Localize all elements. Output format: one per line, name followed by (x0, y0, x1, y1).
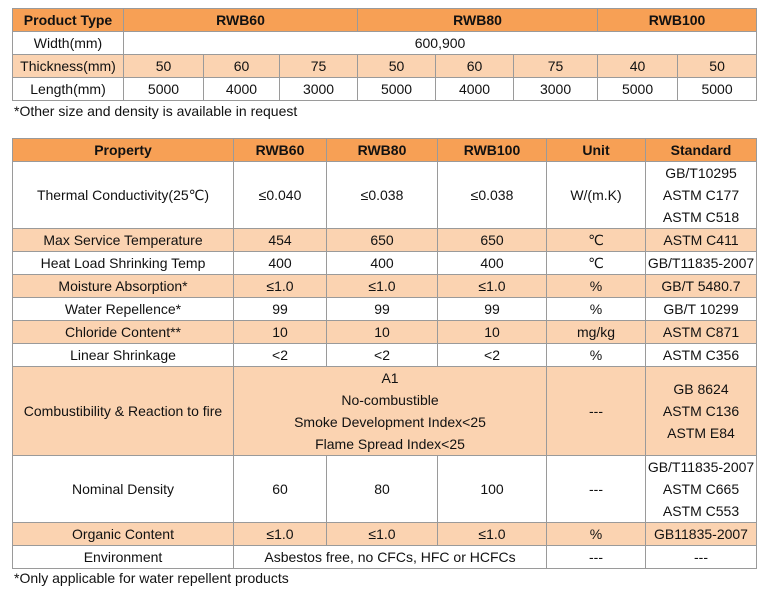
thickness-label: Thickness(mm) (13, 55, 124, 78)
table-row (13, 252, 757, 275)
rwb80-value: 99 (327, 298, 438, 321)
table-row (13, 162, 757, 229)
standard-value: ASTM C356 (646, 344, 757, 367)
rwb80-value: ≤0.038 (327, 162, 438, 229)
thickness-cell: 60 (436, 55, 514, 78)
note-bottom: *Only applicable for water repellent products (14, 570, 289, 586)
length-cell: 5000 (124, 78, 204, 101)
length-label: Length(mm) (13, 78, 124, 101)
rwb100-value: ≤1.0 (438, 523, 547, 546)
property-name: Environment (13, 546, 234, 569)
standard-line: GB 8624 (673, 381, 729, 397)
note-top: *Other size and density is available in request (14, 103, 298, 119)
rwb60-value: 10 (234, 321, 327, 344)
product-type-header: Product Type (13, 9, 124, 32)
width-label: Width(mm) (13, 32, 124, 55)
rwb60-value: ≤1.0 (234, 523, 327, 546)
unit-value: % (547, 523, 646, 546)
rwb60-value: ≤1.0 (234, 275, 327, 298)
rwb60-value: <2 (234, 344, 327, 367)
product-rwb80-header: RWB80 (358, 9, 598, 32)
combustibility-value (234, 367, 547, 456)
rwb100-value: 100 (438, 456, 547, 523)
property-name: Nominal Density (13, 456, 234, 523)
property-table (12, 138, 757, 569)
rwb100-value: 10 (438, 321, 547, 344)
unit-value: --- (547, 367, 646, 456)
standard-value: ASTM C871 (646, 321, 757, 344)
standard-header: Standard (646, 139, 757, 162)
table-row (13, 344, 757, 367)
table-row (13, 298, 757, 321)
property-name: Moisture Absorption* (13, 275, 234, 298)
rwb60-value: 99 (234, 298, 327, 321)
property-name: Thermal Conductivity(25℃) (13, 162, 234, 229)
standard-line: GB/T11835-2007 (647, 459, 755, 475)
standard-value: ASTM C411 (646, 229, 757, 252)
table-row (13, 321, 757, 344)
combustibility-line: No-combustible (341, 392, 439, 408)
table-row (13, 523, 757, 546)
rwb100-value: ≤0.038 (438, 162, 547, 229)
rwb80-value: <2 (327, 344, 438, 367)
thickness-cell: 60 (204, 55, 280, 78)
unit-value: mg/kg (547, 321, 646, 344)
unit-value: % (547, 275, 646, 298)
unit-header: Unit (547, 139, 646, 162)
length-cell: 3000 (280, 78, 358, 101)
product-rwb100-header: RWB100 (598, 9, 757, 32)
property-name: Chloride Content** (13, 321, 234, 344)
environment-value: Asbestos free, no CFCs, HFC or HCFCs (234, 546, 547, 569)
unit-value: W/(m.K) (547, 162, 646, 229)
standard-line: ASTM E84 (667, 425, 735, 441)
standard-value: GB11835-2007 (646, 523, 757, 546)
length-cell: 4000 (204, 78, 280, 101)
standard-line: ASTM C518 (662, 209, 740, 225)
standard-value: GB/T 5480.7 (646, 275, 757, 298)
thickness-cell: 50 (358, 55, 436, 78)
thickness-cell: 75 (280, 55, 358, 78)
property-name: Organic Content (13, 523, 234, 546)
thickness-cell: 75 (514, 55, 598, 78)
standard-value (646, 456, 757, 523)
rwb100-header: RWB100 (438, 139, 547, 162)
rwb100-value: 650 (438, 229, 547, 252)
rwb60-value: 400 (234, 252, 327, 275)
rwb100-value: 99 (438, 298, 547, 321)
length-cell: 3000 (514, 78, 598, 101)
rwb80-value: ≤1.0 (327, 523, 438, 546)
property-name: Water Repellence* (13, 298, 234, 321)
table-row (13, 275, 757, 298)
rwb100-value: <2 (438, 344, 547, 367)
unit-value: ℃ (547, 252, 646, 275)
combustibility-line: A1 (381, 370, 399, 386)
standard-line: ASTM C665 (662, 481, 740, 497)
standard-value: GB/T 10299 (646, 298, 757, 321)
standard-line: ASTM C136 (662, 403, 740, 419)
thickness-cell: 50 (124, 55, 204, 78)
rwb100-value: ≤1.0 (438, 275, 547, 298)
unit-value: ℃ (547, 229, 646, 252)
table-row (13, 546, 757, 569)
rwb60-value: ≤0.040 (234, 162, 327, 229)
standard-value: GB/T11835-2007 (646, 252, 757, 275)
thickness-cell: 40 (598, 55, 678, 78)
rwb80-value: 80 (327, 456, 438, 523)
property-name: Heat Load Shrinking Temp (13, 252, 234, 275)
unit-value: % (547, 298, 646, 321)
rwb80-value: 400 (327, 252, 438, 275)
rwb60-header: RWB60 (234, 139, 327, 162)
standard-line: GB/T10295 (665, 165, 737, 181)
standard-line: ASTM C177 (662, 187, 740, 203)
thickness-cell: 50 (678, 55, 757, 78)
standard-value (646, 162, 757, 229)
rwb80-value: 650 (327, 229, 438, 252)
rwb100-value: 400 (438, 252, 547, 275)
standard-line: ASTM C553 (662, 503, 740, 519)
property-name: Combustibility & Reaction to fire (13, 367, 234, 456)
table-row (13, 229, 757, 252)
rwb60-value: 454 (234, 229, 327, 252)
rwb80-value: 10 (327, 321, 438, 344)
product-rwb60-header: RWB60 (124, 9, 358, 32)
length-cell: 5000 (358, 78, 436, 101)
standard-value (646, 367, 757, 456)
property-name: Max Service Temperature (13, 229, 234, 252)
length-cell: 4000 (436, 78, 514, 101)
length-cell: 5000 (678, 78, 757, 101)
rwb80-value: ≤1.0 (327, 275, 438, 298)
unit-value: % (547, 344, 646, 367)
unit-value: --- (547, 456, 646, 523)
property-name: Linear Shrinkage (13, 344, 234, 367)
combustibility-line: Flame Spread Index<25 (315, 436, 465, 452)
width-value: 600,900 (124, 32, 757, 55)
size-table (12, 8, 757, 101)
length-cell: 5000 (598, 78, 678, 101)
table-row (13, 367, 757, 456)
rwb80-header: RWB80 (327, 139, 438, 162)
unit-value: --- (547, 546, 646, 569)
standard-value: --- (646, 546, 757, 569)
combustibility-line: Smoke Development Index<25 (294, 414, 486, 430)
property-header: Property (13, 139, 234, 162)
table-row (13, 456, 757, 523)
rwb60-value: 60 (234, 456, 327, 523)
